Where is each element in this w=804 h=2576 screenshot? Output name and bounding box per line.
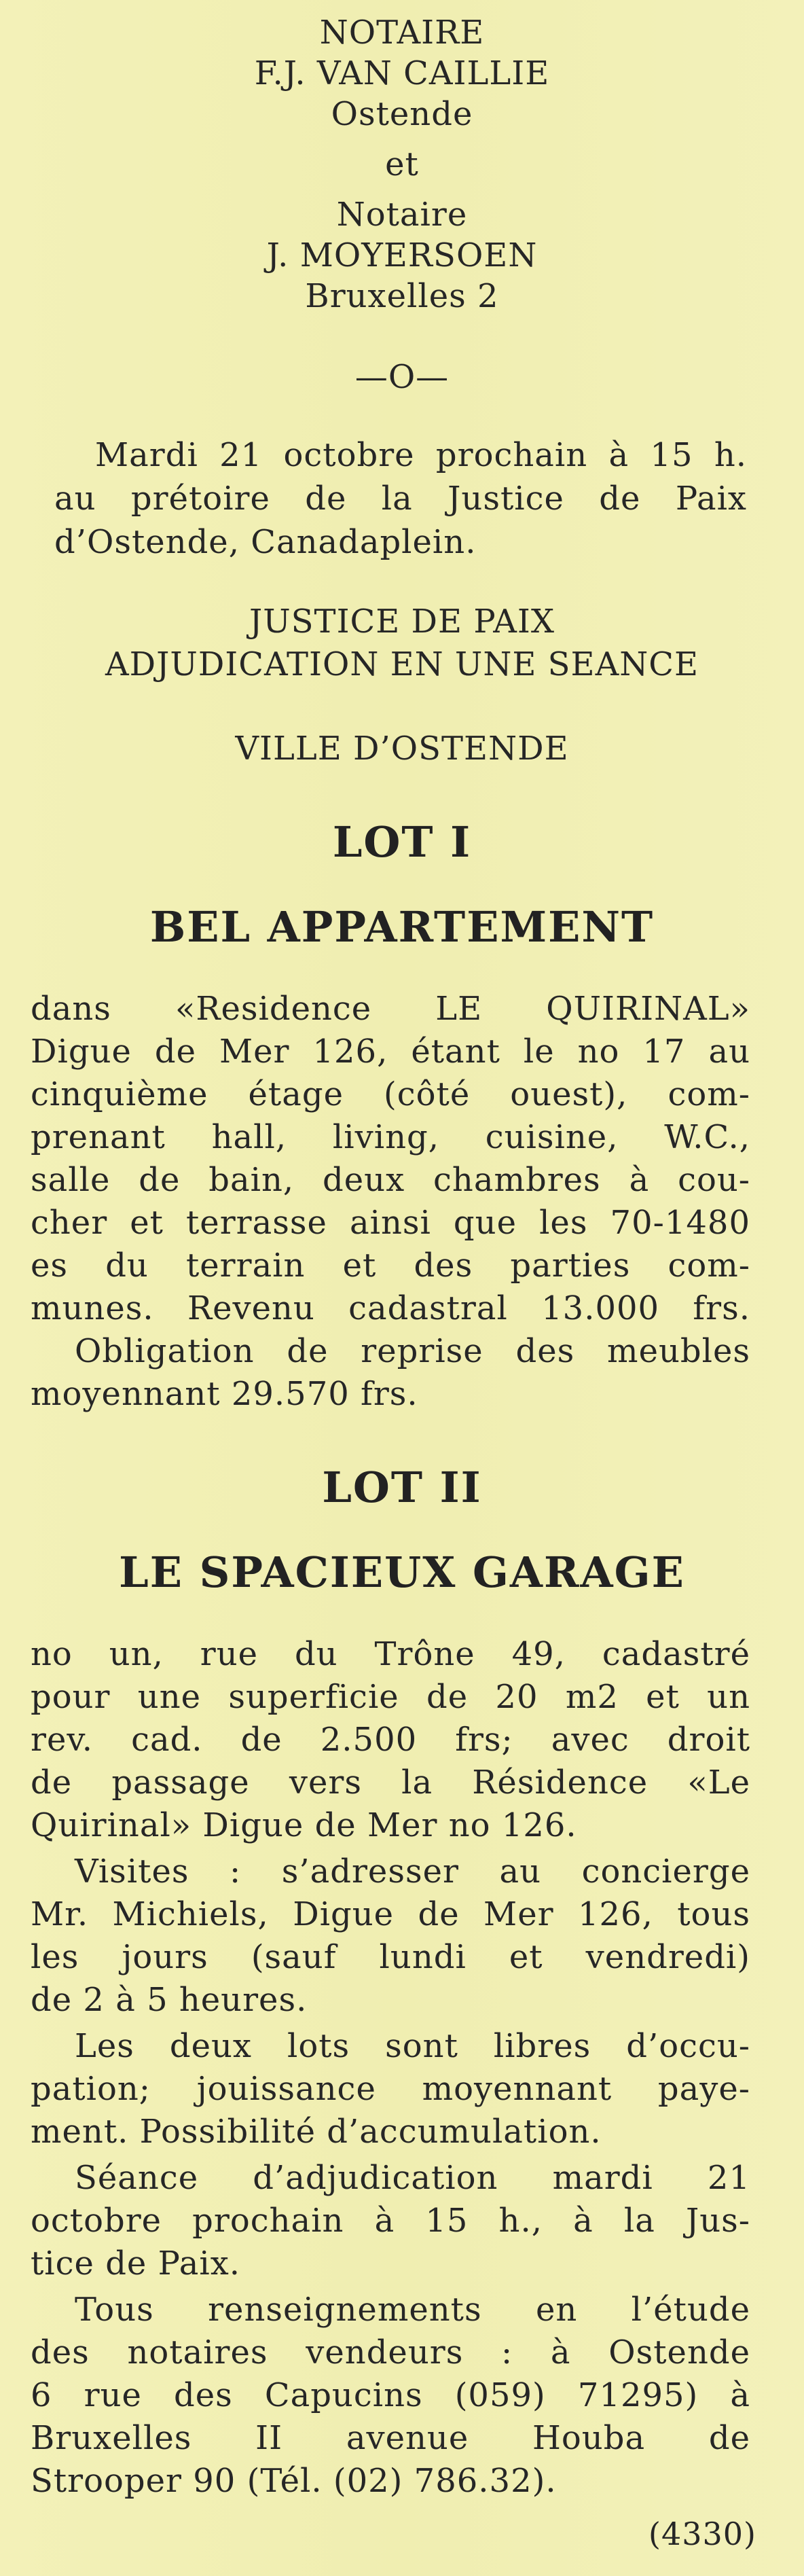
header-title-notaire-2: Notaire bbox=[336, 196, 468, 234]
reference-number: (4330) bbox=[648, 2516, 756, 2552]
lot1-line: munes. Revenu cadastral 13.000 frs. bbox=[31, 1289, 750, 1327]
lot2-line: pation; jouissance moyennant paye- bbox=[31, 2070, 750, 2108]
intro-line-3: d’Ostende, Canadaplein. bbox=[54, 523, 477, 561]
lot2-line: de passage vers la Résidence «Le bbox=[31, 1764, 750, 1802]
lot1-line: moyennant 29.570 frs. bbox=[31, 1375, 418, 1413]
lot1-line: prenant hall, living, cuisine, W.C., bbox=[31, 1118, 750, 1156]
lot2-line: Strooper 90 (Tél. (02) 786.32). bbox=[31, 2462, 557, 2500]
ville-ostende: VILLE D’OSTENDE bbox=[235, 730, 569, 768]
lot2-line: no un, rue du Trône 49, cadastré bbox=[31, 1635, 750, 1673]
lot1-heading: BEL APPARTEMENT bbox=[149, 902, 655, 952]
lot2-line: Tous renseignements en l’étude bbox=[75, 2291, 750, 2329]
intro-line-1: Mardi 21 octobre prochain à 15 h. bbox=[95, 436, 747, 474]
lot1-line: cher et terrasse ainsi que les 70-1480 bbox=[31, 1204, 750, 1242]
header-city-ostende: Ostende bbox=[331, 95, 473, 133]
lot1-title: LOT I bbox=[332, 817, 472, 867]
lot2-line: tice de Paix. bbox=[31, 2244, 241, 2283]
lot2-title: LOT II bbox=[322, 1463, 482, 1512]
lot2-line: Quirinal» Digue de Mer no 126. bbox=[31, 1806, 577, 1844]
lot1-line: es du terrain et des parties com- bbox=[31, 1247, 750, 1285]
lot2-line: ment. Possibilité d’accumulation. bbox=[31, 2113, 602, 2151]
lot2-line: Visites : s’adresser au concierge bbox=[75, 1853, 750, 1891]
lot2-line: des notaires vendeurs : à Ostende bbox=[31, 2333, 750, 2372]
lot1-line: Digue de Mer 126, étant le no 17 au bbox=[31, 1033, 750, 1071]
lot2-line: Bruxelles II avenue Houba de bbox=[31, 2419, 750, 2457]
lot2-line: les jours (sauf lundi et vendredi) bbox=[31, 1938, 750, 1976]
lot2-line: 6 rue des Capucins (059) 71295) à bbox=[31, 2376, 750, 2414]
header-city-bruxelles: Bruxelles 2 bbox=[305, 277, 499, 315]
lot2-line: rev. cad. de 2.500 frs; avec droit bbox=[31, 1721, 750, 1759]
lot1-line: Obligation de reprise des meubles bbox=[75, 1332, 750, 1370]
header-name-moyersoen: J. MOYERSOEN bbox=[266, 236, 538, 274]
lot2-line: pour une superficie de 20 m2 et un bbox=[31, 1678, 750, 1716]
justice-de-paix: JUSTICE DE PAIX bbox=[249, 603, 555, 641]
header-conjunction: et bbox=[385, 145, 419, 183]
adjudication-line: ADJUDICATION EN UNE SEANCE bbox=[105, 645, 699, 683]
lot1-line: dans «Residence LE QUIRINAL» bbox=[31, 990, 750, 1028]
lot2-line: de 2 à 5 heures. bbox=[31, 1981, 308, 2019]
lot1-line: salle de bain, deux chambres à cou- bbox=[31, 1161, 750, 1199]
intro-line-2: au prétoire de la Justice de Paix bbox=[54, 480, 747, 518]
lot2-line: Séance d’adjudication mardi 21 bbox=[75, 2159, 750, 2197]
lot1-line: cinquième étage (côté ouest), com- bbox=[31, 1075, 750, 1113]
lot2-line: octobre prochain à 15 h., à la Jus- bbox=[31, 2202, 750, 2240]
lot2-line: Les deux lots sont libres d’occu- bbox=[75, 2027, 750, 2065]
lot2-heading: LE SPACIEUX GARAGE bbox=[119, 1548, 685, 1597]
lot2-line: Mr. Michiels, Digue de Mer 126, tous bbox=[31, 1895, 750, 1933]
header-title-notaire: NOTAIRE bbox=[319, 14, 485, 52]
header-name-van-caillie: F.J. VAN CAILLIE bbox=[254, 54, 550, 92]
header-separator: —O— bbox=[354, 358, 450, 396]
